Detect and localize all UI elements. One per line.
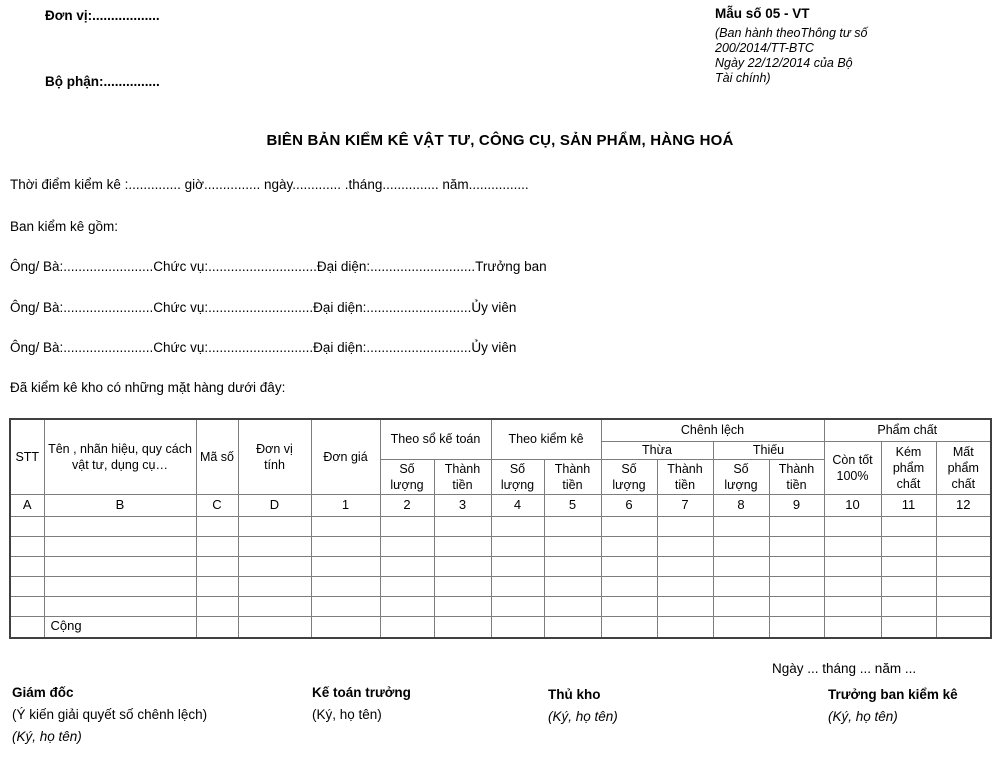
table-cell: [881, 576, 936, 596]
table-cell: [824, 556, 881, 576]
document-title: BIÊN BẢN KIỂM KÊ VẬT TƯ, CÔNG CỤ, SẢN PHẨM, HÀNG HOÁ: [266, 132, 734, 149]
committee-intro: Ban kiểm kê gồm:: [10, 219, 119, 234]
col-header-poor-quality: Kém phẩm chất: [881, 441, 936, 494]
table-cell: [44, 536, 196, 556]
signature-block-committee-head: [828, 684, 958, 728]
table-body: [10, 516, 991, 638]
table-cell: [10, 556, 44, 576]
table-cell: [601, 616, 657, 638]
col-header-item-name: Tên , nhãn hiệu, quy cách vật tư, dụng cụ…: [44, 419, 196, 494]
table-cell: [657, 536, 713, 556]
issuance-note: [715, 26, 990, 86]
table-cell: [769, 596, 824, 616]
table-cell: [601, 596, 657, 616]
table-cell: [238, 516, 311, 536]
table-cell: [713, 556, 769, 576]
table-cell: [434, 556, 491, 576]
table-cell: [881, 556, 936, 576]
table-cell: [713, 516, 769, 536]
col-header-count-amount: Thành tiền: [544, 459, 601, 494]
committee-member-line: Ông/ Bà:........................Chức vụ:............................Đại diện:............................Ủy viên: [10, 340, 517, 355]
table-cell: [10, 616, 44, 638]
table-cell: [936, 576, 991, 596]
table-cell: [10, 516, 44, 536]
col-header-lost-quality: Mất phẩm chất: [936, 441, 991, 494]
signature-block-chief-accountant: [312, 682, 411, 726]
table-cell: [491, 616, 544, 638]
table-cell: [713, 616, 769, 638]
table-cell: [10, 536, 44, 556]
table-cell: [544, 596, 601, 616]
committee-member-line: Ông/ Bà:........................Chức vụ:.............................Đại diện:............................Trưởng ban: [10, 259, 547, 274]
signature-block-storekeeper: [548, 684, 618, 728]
table-cell: [881, 596, 936, 616]
table-cell: [824, 516, 881, 536]
table-cell: [824, 576, 881, 596]
table-cell: [311, 516, 380, 536]
column-letter: 7: [657, 494, 713, 516]
col-group-surplus: Thừa: [601, 441, 713, 459]
table-cell: [657, 596, 713, 616]
department-field-label: Bộ phận:...............: [45, 74, 160, 89]
issuance-note-line: Ngày 22/12/2014 của Bộ: [715, 56, 853, 70]
committee-member-line: Ông/ Bà:........................Chức vụ:............................Đại diện:............................Ủy viên: [10, 300, 517, 315]
column-letter: 5: [544, 494, 601, 516]
table-cell: [601, 556, 657, 576]
signature-title: Giám đốc: [12, 685, 74, 700]
table-row: [10, 516, 991, 536]
issuance-note-line: Tài chính): [715, 71, 771, 85]
table-cell: [311, 556, 380, 576]
table-cell: [491, 556, 544, 576]
table-cell: [380, 576, 434, 596]
table-cell: [657, 616, 713, 638]
signature-note: (Ý kiến giải quyết số chênh lệch): [12, 707, 208, 722]
col-group-shortage: Thiếu: [713, 441, 824, 459]
signature-instruction: (Ký, họ tên): [12, 729, 82, 744]
column-letter: 8: [713, 494, 769, 516]
table-cell: [544, 516, 601, 536]
table-cell: [824, 616, 881, 638]
signature-instruction: (Ký, họ tên): [312, 707, 382, 722]
table-cell: [491, 596, 544, 616]
column-letter: 2: [380, 494, 434, 516]
table-cell: [936, 596, 991, 616]
table-cell: [196, 576, 238, 596]
column-letter: 1: [311, 494, 380, 516]
table-cell: [824, 596, 881, 616]
inventory-time-line: Thời điểm kiểm kê :.............. giờ............... ngày............. .tháng............... năm................: [10, 177, 529, 192]
form-number: Mẫu số 05 - VT: [715, 6, 810, 21]
table-cell: [311, 536, 380, 556]
table-cell: [311, 616, 380, 638]
table-cell: [936, 536, 991, 556]
table-intro-line: Đã kiểm kê kho có những mặt hàng dưới đây:: [10, 380, 286, 395]
col-group-per-count: Theo kiểm kê: [491, 419, 601, 459]
table-row: [10, 556, 991, 576]
table-cell: [238, 556, 311, 576]
table-row: [10, 596, 991, 616]
col-header-shortage-amount: Thành tiền: [769, 459, 824, 494]
issuance-note-line: (Ban hành theoThông tư số: [715, 26, 868, 40]
table-cell: [881, 516, 936, 536]
table-cell: [769, 576, 824, 596]
column-letter: 12: [936, 494, 991, 516]
column-letter: 9: [769, 494, 824, 516]
column-letter: 10: [824, 494, 881, 516]
col-header-books-qty: Số lượng: [380, 459, 434, 494]
issuance-note-line: 200/2014/TT-BTC: [715, 41, 814, 55]
table-cell: [196, 596, 238, 616]
table-cell: [196, 556, 238, 576]
table-cell: [491, 576, 544, 596]
col-header-count-qty: Số lượng: [491, 459, 544, 494]
table-cell: [769, 616, 824, 638]
table-cell: [601, 536, 657, 556]
total-label-cell: Cộng: [44, 616, 196, 638]
table-cell: [657, 576, 713, 596]
table-cell: [544, 556, 601, 576]
col-header-stt: STT: [10, 419, 44, 494]
table-cell: [491, 536, 544, 556]
table-cell: [380, 596, 434, 616]
table-cell: [380, 556, 434, 576]
col-group-per-books: Theo sổ kế toán: [380, 419, 491, 459]
table-cell: [824, 536, 881, 556]
table-cell: [434, 576, 491, 596]
table-cell: [196, 536, 238, 556]
col-header-surplus-qty: Số lượng: [601, 459, 657, 494]
column-letter: 11: [881, 494, 936, 516]
table-cell: [196, 616, 238, 638]
table-cell: [44, 516, 196, 536]
table-cell: [936, 616, 991, 638]
table-cell: [769, 536, 824, 556]
header-row-1: [10, 419, 991, 441]
table-cell: [238, 536, 311, 556]
table-cell: [769, 516, 824, 536]
footer-date-line: Ngày ... tháng ... năm ...: [772, 661, 917, 676]
table-cell: [544, 576, 601, 596]
table-cell: [434, 516, 491, 536]
table-cell: [434, 536, 491, 556]
column-letter: 3: [434, 494, 491, 516]
total-row: [10, 616, 991, 638]
table-cell: [44, 596, 196, 616]
signature-instruction: (Ký, họ tên): [548, 709, 618, 724]
table-cell: [238, 596, 311, 616]
col-header-unit: Đơn vị tính: [238, 419, 311, 494]
column-letter-row: [10, 494, 991, 516]
table-cell: [769, 556, 824, 576]
inventory-table: [9, 418, 992, 639]
table-cell: [544, 616, 601, 638]
table-cell: [881, 536, 936, 556]
table-row: [10, 536, 991, 556]
col-header-good: Còn tốt 100%: [824, 441, 881, 494]
table-cell: [936, 556, 991, 576]
table-cell: [434, 616, 491, 638]
table-cell: [10, 596, 44, 616]
col-header-code: Mã số: [196, 419, 238, 494]
table-cell: [380, 536, 434, 556]
signature-instruction: (Ký, họ tên): [828, 709, 898, 724]
table-cell: [44, 576, 196, 596]
table-cell: [434, 596, 491, 616]
table-cell: [238, 576, 311, 596]
table-row: [10, 576, 991, 596]
table-cell: [657, 516, 713, 536]
table-cell: [311, 596, 380, 616]
table-cell: [491, 516, 544, 536]
column-letter: C: [196, 494, 238, 516]
signature-block-director: [12, 682, 207, 748]
col-group-quality: Phẩm chất: [824, 419, 991, 441]
table-cell: [380, 516, 434, 536]
column-letter: 6: [601, 494, 657, 516]
column-letter: D: [238, 494, 311, 516]
col-header-surplus-amount: Thành tiền: [657, 459, 713, 494]
col-header-books-amount: Thành tiền: [434, 459, 491, 494]
unit-field-label: Đơn vị:..................: [45, 8, 160, 23]
signature-title: Thủ kho: [548, 687, 601, 702]
col-header-shortage-qty: Số lượng: [713, 459, 769, 494]
table-cell: [380, 616, 434, 638]
table-cell: [657, 556, 713, 576]
signature-title: Kế toán trưởng: [312, 685, 411, 700]
table-cell: [196, 516, 238, 536]
table-cell: [713, 596, 769, 616]
form-meta-block: [715, 6, 990, 86]
column-letter: A: [10, 494, 44, 516]
col-header-unit-price: Đơn giá: [311, 419, 380, 494]
table-cell: [881, 616, 936, 638]
table-cell: [601, 516, 657, 536]
signature-title: Trưởng ban kiểm kê: [828, 687, 958, 702]
table-cell: [713, 576, 769, 596]
table-cell: [936, 516, 991, 536]
table-cell: [713, 536, 769, 556]
table-cell: [311, 576, 380, 596]
table-cell: [601, 576, 657, 596]
column-letter: 4: [491, 494, 544, 516]
column-letter: B: [44, 494, 196, 516]
table-cell: [544, 536, 601, 556]
table-cell: [238, 616, 311, 638]
col-group-difference: Chênh lệch: [601, 419, 824, 441]
table-cell: [44, 556, 196, 576]
table-cell: [10, 576, 44, 596]
